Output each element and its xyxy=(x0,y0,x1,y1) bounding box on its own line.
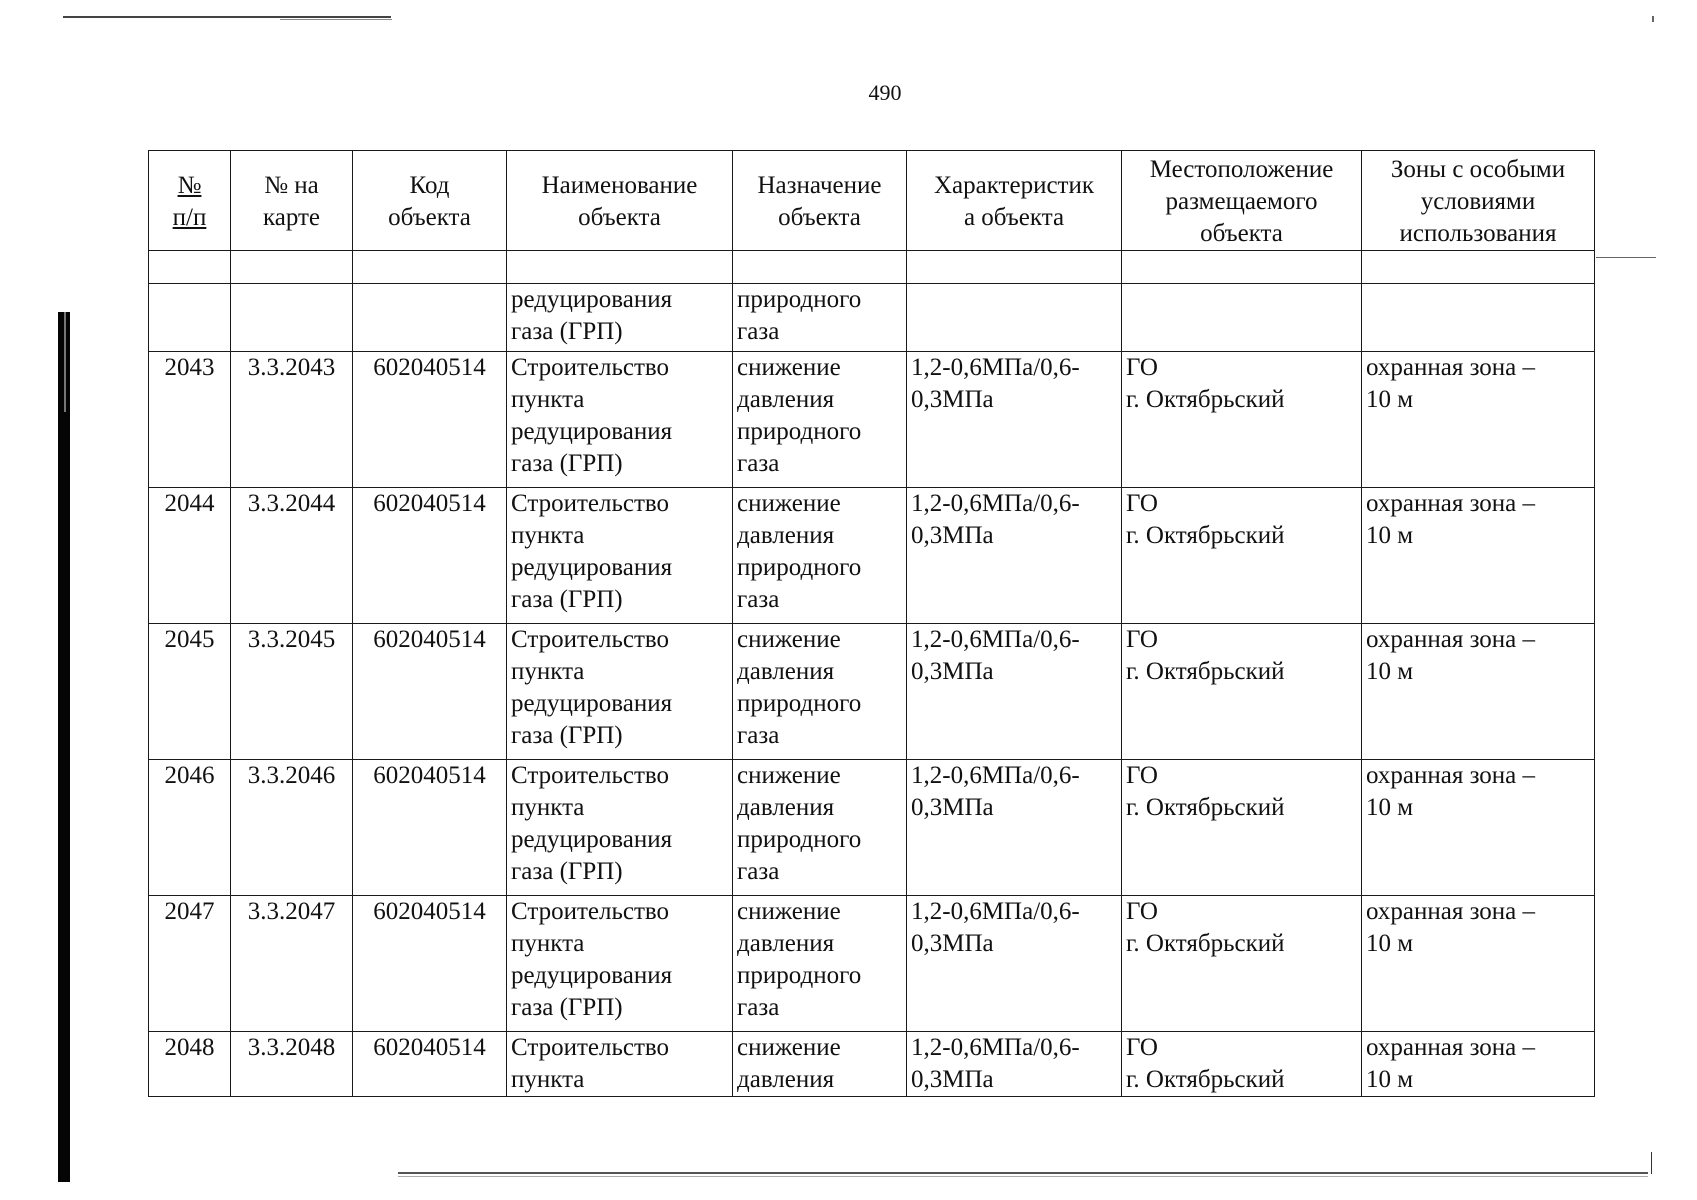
scan-mark-top-right xyxy=(1652,16,1654,22)
table-row xyxy=(149,488,1595,624)
header-spacer-cell xyxy=(149,251,231,284)
objects-table xyxy=(148,150,1595,1097)
header-spacer-cell xyxy=(1122,251,1362,284)
header-spacer-cell xyxy=(907,251,1122,284)
cell-num: 2044 xyxy=(149,488,231,624)
cell-characteristic: 1,2-0,6МПа/0,6- 0,3МПа xyxy=(907,488,1122,624)
cell-zone: охранная зона – 10 м xyxy=(1362,488,1595,624)
cell-purpose: снижение давления природного газа xyxy=(733,896,907,1032)
cell-purpose: снижение давления природного газа xyxy=(733,760,907,896)
cell-map: 3.3.2048 xyxy=(231,1032,353,1097)
header-spacer-cell xyxy=(1362,251,1595,284)
cell-map: 3.3.2045 xyxy=(231,624,353,760)
header-spacer-cell xyxy=(507,251,733,284)
cell-zone: охранная зона – 10 м xyxy=(1362,352,1595,488)
cell-location: ГО г. Октябрьский xyxy=(1122,1032,1362,1097)
scan-edge-bottom-faint xyxy=(398,1176,1648,1177)
cell-name: Строительство пункта редуцирования газа (ГРП) xyxy=(507,352,733,488)
table-row xyxy=(149,624,1595,760)
cell-location: ГО г. Октябрьский xyxy=(1122,896,1362,1032)
cell-name: Строительство пункта редуцирования газа (ГРП) xyxy=(507,488,733,624)
cell-code: 602040514 xyxy=(353,1032,507,1097)
cell-code: 602040514 xyxy=(353,488,507,624)
header-spacer-cell xyxy=(353,251,507,284)
cell-map: 3.3.2044 xyxy=(231,488,353,624)
cell-zone: охранная зона – 10 м xyxy=(1362,624,1595,760)
cell-location: ГО г. Октябрьский xyxy=(1122,488,1362,624)
cell-num: 2046 xyxy=(149,760,231,896)
cell-name: редуцирования газа (ГРП) xyxy=(507,284,733,352)
cell-map: 3.3.2046 xyxy=(231,760,353,896)
table-row-continuation xyxy=(149,284,1595,352)
table-row xyxy=(149,760,1595,896)
header-name: Наименование объекта xyxy=(507,151,733,251)
cell-num: 2043 xyxy=(149,352,231,488)
cell-characteristic: 1,2-0,6МПа/0,6- 0,3МПа xyxy=(907,1032,1122,1097)
cell-map: 3.3.2043 xyxy=(231,352,353,488)
cell-num: 2048 xyxy=(149,1032,231,1097)
cell-name: Строительство пункта редуцирования газа (ГРП) xyxy=(507,760,733,896)
cell-zone: охранная зона – 10 м xyxy=(1362,760,1595,896)
table-row xyxy=(149,352,1595,488)
cell-map xyxy=(231,284,353,352)
cell-location: ГО г. Октябрьский xyxy=(1122,624,1362,760)
cell-characteristic: 1,2-0,6МПа/0,6- 0,3МПа xyxy=(907,896,1122,1032)
header-code: Код объекта xyxy=(353,151,507,251)
cell-map: 3.3.2047 xyxy=(231,896,353,1032)
cell-name: Строительство пункта редуцирования газа (ГРП) xyxy=(507,624,733,760)
cell-code: 602040514 xyxy=(353,896,507,1032)
cell-purpose: снижение давления природного газа xyxy=(733,488,907,624)
cell-location: ГО г. Октябрьский xyxy=(1122,760,1362,896)
cell-zone: охранная зона – 10 м xyxy=(1362,896,1595,1032)
cell-characteristic: 1,2-0,6МПа/0,6- 0,3МПа xyxy=(907,760,1122,896)
cell-purpose: снижение давления природного газа xyxy=(733,624,907,760)
cell-characteristic xyxy=(907,284,1122,352)
header-characteristic: Характеристик а объекта xyxy=(907,151,1122,251)
cell-num: 2045 xyxy=(149,624,231,760)
scan-edge-left-bar xyxy=(58,312,70,1182)
cell-purpose: снижение давления природного газа xyxy=(733,352,907,488)
scan-stroke-right xyxy=(1596,257,1656,258)
scan-tick-bottom-right xyxy=(1651,1152,1652,1174)
cell-code: 602040514 xyxy=(353,760,507,896)
cell-purpose: природного газа xyxy=(733,284,907,352)
scan-edge-bottom xyxy=(398,1172,1648,1174)
cell-characteristic: 1,2-0,6МПа/0,6- 0,3МПа xyxy=(907,352,1122,488)
header-purpose: Назначение объекта xyxy=(733,151,907,251)
cell-zone xyxy=(1362,284,1595,352)
cell-name: Строительство пункта xyxy=(507,1032,733,1097)
table-row xyxy=(149,1032,1595,1097)
header-spacer-cell xyxy=(733,251,907,284)
header-num: № п/п xyxy=(149,151,231,251)
cell-characteristic: 1,2-0,6МПа/0,6- 0,3МПа xyxy=(907,624,1122,760)
cell-code: 602040514 xyxy=(353,352,507,488)
table-header-row xyxy=(149,151,1595,251)
cell-location xyxy=(1122,284,1362,352)
table-row xyxy=(149,896,1595,1032)
header-map: № на карте xyxy=(231,151,353,251)
page-number: 490 xyxy=(868,80,902,105)
cell-num: 2047 xyxy=(149,896,231,1032)
scan-edge-left-thin xyxy=(64,312,66,412)
cell-code xyxy=(353,284,507,352)
cell-num xyxy=(149,284,231,352)
scan-edge-top xyxy=(63,16,391,18)
cell-name: Строительство пункта редуцирования газа (ГРП) xyxy=(507,896,733,1032)
table-header-spacer-row xyxy=(149,251,1595,284)
cell-location: ГО г. Октябрьский xyxy=(1122,352,1362,488)
cell-code: 602040514 xyxy=(353,624,507,760)
cell-purpose: снижение давления xyxy=(733,1032,907,1097)
header-spacer-cell xyxy=(231,251,353,284)
scan-edge-top-faint xyxy=(280,19,392,20)
header-location: Местоположение размещаемого объекта xyxy=(1122,151,1362,251)
header-zones: Зоны с особыми условиями использования xyxy=(1362,151,1595,251)
cell-zone: охранная зона – 10 м xyxy=(1362,1032,1595,1097)
